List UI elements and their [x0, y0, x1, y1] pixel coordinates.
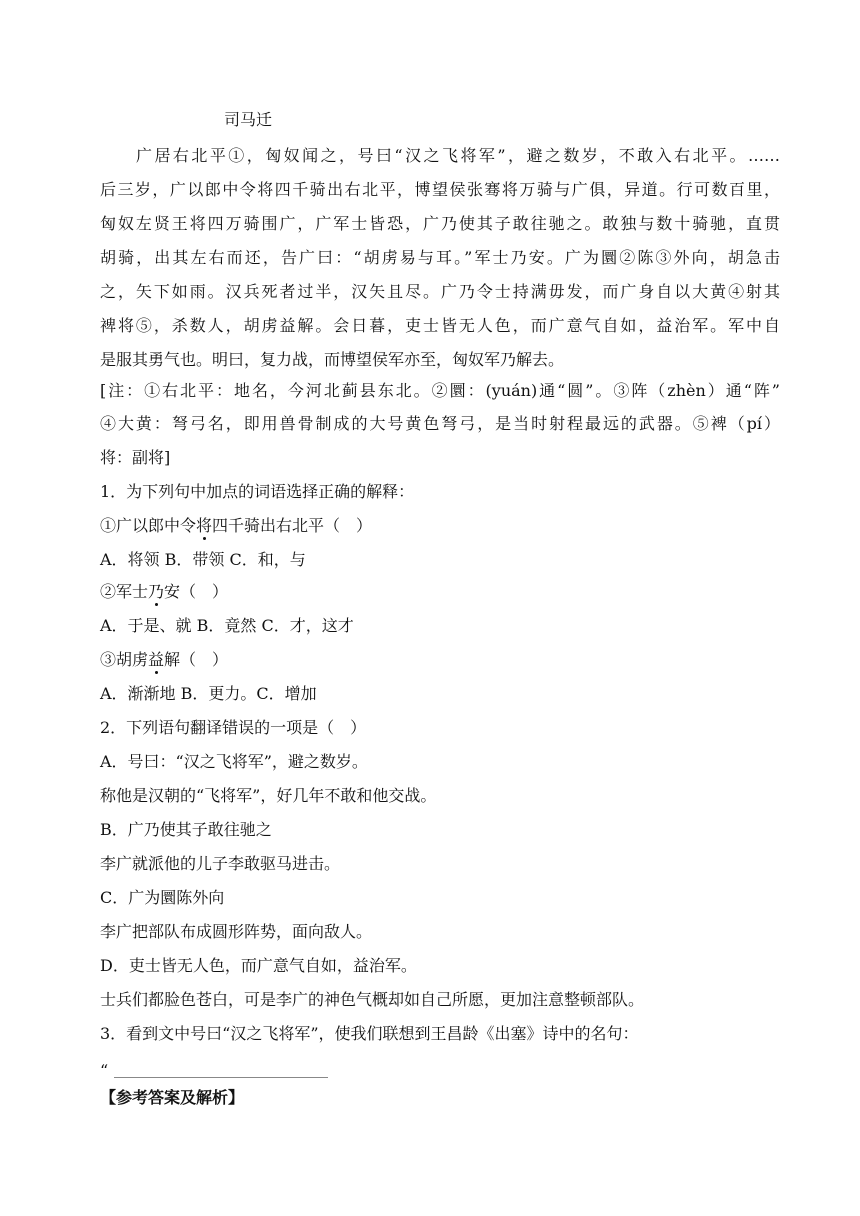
q1-item-2-options: A．于是、就 B．竟然 C．才，这才: [100, 616, 354, 635]
note-line-1: [注：①右北平：地名，今河北蓟县东北。②圜：(yuán)通“圆”。③阵（zhèn）通“阵”: [100, 381, 780, 400]
q2-option-c: C．广为圜陈外向: [100, 888, 225, 907]
q1-item-3: ③胡虏益解（ ）: [100, 650, 229, 669]
q2-option-a: A．号曰：“汉之飞将军”，避之数岁。: [100, 752, 368, 771]
note-line-2: ④大黄：弩弓名，即用兽骨制成的大号黄色弩弓，是当时射程最远的武器。⑤裨（pí）: [100, 414, 780, 433]
blank-underline: [114, 1077, 328, 1078]
answer-heading: 【参考答案及解析】: [100, 1088, 245, 1107]
q1-item-1-options: A．将领 B．带领 C．和，与: [100, 550, 306, 569]
q3-answer-blank: [100, 1063, 328, 1083]
q1-item-3-options: A．渐渐地 B．更力。C．增加: [100, 684, 317, 703]
q2-translation-a: 称他是汉朝的“飞将军”，好几年不敢和他交战。: [100, 786, 437, 805]
q3-stem: 3．看到文中号曰“汉之飞将军”，使我们联想到王昌龄《出塞》诗中的名句：: [100, 1024, 639, 1043]
q2-translation-c: 李广把部队布成圆形阵势，面向敌人。: [100, 922, 373, 941]
note-line-3: 将：副将]: [100, 448, 171, 467]
passage-line-6: 裨将⑤，杀数人，胡虏益解。会日暮，吏士皆无人色，而广意气自如，益治军。军中自: [100, 316, 780, 335]
q2-translation-b: 李广就派他的儿子李敢驱马进击。: [100, 854, 341, 873]
q2-stem: 2．下列语句翻译错误的一项是（ ）: [100, 718, 367, 737]
author: 司马迁: [224, 110, 273, 129]
dotted-word-jiang: 将: [196, 516, 213, 535]
q1-item-2: ②军士乃安（ ）: [100, 582, 229, 601]
passage-line-2: 后三岁，广以郎中令将四千骑出右北平，博望侯张骞将万骑与广俱，异道。行可数百里，: [100, 180, 780, 199]
q1-stem: 1．为下列句中加点的词语选择正确的解释：: [100, 482, 415, 501]
dotted-word-yi: 益: [148, 650, 165, 669]
q2-option-d: D．吏士皆无人色，而广意气自如，益治军。: [100, 956, 417, 975]
passage-line-4: 胡骑，出其左右而还，告广曰：“胡虏易与耳。”军士乃安。广为圜②陈③外向，胡急击: [100, 248, 780, 267]
quote-mark: “: [100, 1061, 109, 1080]
passage-line-3: 匈奴左贤王将四万骑围广，广军士皆恐，广乃使其子敢往驰之。敢独与数十骑驰，直贯: [100, 214, 780, 233]
passage-line-5: 之，矢下如雨。汉兵死者过半，汉矢且尽。广乃令士持满毋发，而广身自以大黄④射其: [100, 282, 780, 301]
q2-option-b: B．广乃使其子敢往驰之: [100, 820, 272, 839]
q2-translation-d: 士兵们都脸色苍白，可是李广的神色气概却如自己所愿，更加注意整顿部队。: [100, 990, 645, 1009]
dotted-word-nai: 乃: [148, 582, 165, 601]
passage-line-1: 广居右北平①，匈奴闻之，号曰“汉之飞将军”，避之数岁，不敢入右北平。……: [136, 146, 780, 165]
passage-line-7: 是服其勇气也。明曰，复力战，而博望侯军亦至，匈奴军乃解去。: [100, 350, 565, 369]
q1-item-1: ①广以郎中令将四千骑出右北平（ ）: [100, 516, 373, 535]
